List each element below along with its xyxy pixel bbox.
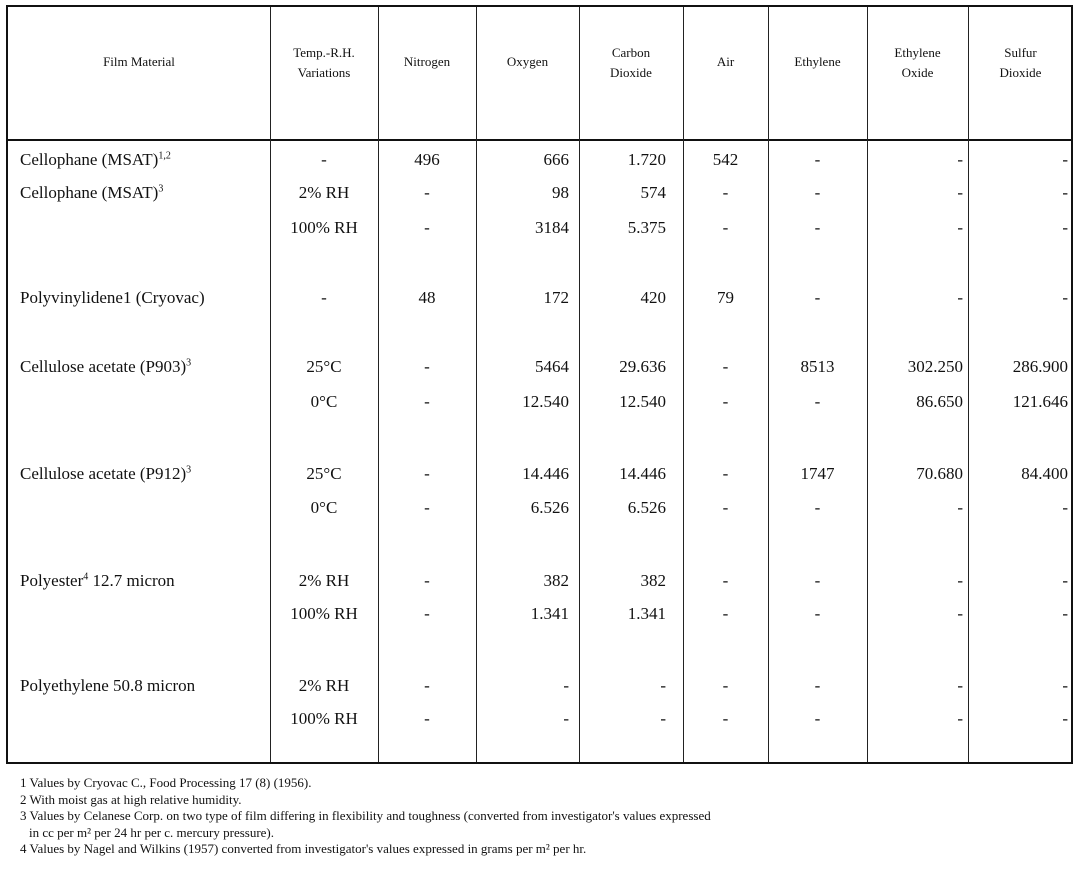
cell-air: - xyxy=(722,498,729,517)
footnote-ref: 1,2 xyxy=(158,150,171,162)
header-so2-line1: Sulfur xyxy=(1004,45,1037,60)
footnote-4: 4 Values by Nagel and Wilkins (1957) converted from investigator's values expressed in grams per m² per hr. xyxy=(20,841,587,856)
header-co2-line2: Dioxide xyxy=(610,65,652,80)
cell-eo: 70.680 xyxy=(916,464,963,483)
footnote-ref: 3 xyxy=(186,357,192,369)
cell-o2: - xyxy=(563,676,569,695)
cell-n2: 48 xyxy=(418,288,436,307)
cell-film-material xyxy=(20,288,205,308)
cell-co2: 1.720 xyxy=(627,150,666,169)
footnote-3-continued: in cc per m² per 24 hr per c. mercury pressure). xyxy=(29,824,275,840)
cell-cond: 0°C xyxy=(310,392,338,411)
cell-co2: 1.341 xyxy=(627,604,666,623)
permeability-table xyxy=(6,5,1073,764)
cell-o2: - xyxy=(563,709,569,728)
cell-co2: 12.540 xyxy=(619,392,666,411)
cell-air: - xyxy=(722,183,729,202)
column-divider xyxy=(768,7,769,762)
cell-eo: - xyxy=(957,183,963,202)
header-nitrogen: Nitrogen xyxy=(403,54,451,69)
cell-eth: - xyxy=(814,392,821,411)
cell-co2: 574 xyxy=(640,183,666,202)
header-temp-rh-line1: Temp.-R.H. xyxy=(293,45,355,60)
cell-eo: 302.250 xyxy=(907,357,963,376)
cell-n2: - xyxy=(424,604,430,623)
cell-cond: - xyxy=(321,150,327,169)
cell-film-material xyxy=(20,676,195,696)
header-temp-rh xyxy=(270,43,378,83)
cell-eo: - xyxy=(957,604,963,623)
cell-air: 79 xyxy=(717,288,734,307)
cell-cond: 100% RH xyxy=(290,604,358,623)
cell-o2: 382 xyxy=(543,571,569,590)
cell-co2: 6.526 xyxy=(627,498,666,517)
cell-n2: - xyxy=(424,464,430,483)
cell-eo: - xyxy=(957,498,963,517)
cell-eo: - xyxy=(957,676,963,695)
header-temp-rh-line2: Variations xyxy=(297,65,351,80)
cell-n2: - xyxy=(424,183,430,202)
footnote-ref: 3 xyxy=(158,183,164,195)
footnotes xyxy=(20,775,1060,858)
cell-film-material xyxy=(20,464,191,484)
material-spec: 12.7 micron xyxy=(88,571,175,590)
cell-eth: - xyxy=(814,676,821,695)
cell-n2: - xyxy=(424,498,430,517)
material-name: Cellophane (MSAT) xyxy=(20,150,159,169)
cell-n2: - xyxy=(424,571,430,590)
column-divider xyxy=(867,7,868,762)
cell-eth: - xyxy=(814,709,821,728)
cell-so2: 121.646 xyxy=(1012,392,1068,411)
cell-cond: 0°C xyxy=(310,498,338,517)
cell-so2: - xyxy=(1062,150,1068,169)
cell-co2: - xyxy=(660,709,666,728)
material-name: Polyester xyxy=(20,571,84,590)
cell-air: 542 xyxy=(712,150,739,169)
cell-cond: 2% RH xyxy=(298,571,350,590)
cell-eth: - xyxy=(814,183,821,202)
header-eo-line1: Ethylene xyxy=(894,45,941,60)
material-name: Cellulose acetate (P903) xyxy=(20,357,187,376)
cell-cond: 100% RH xyxy=(290,709,358,728)
cell-co2: 14.446 xyxy=(619,464,666,483)
cell-air: - xyxy=(722,357,729,376)
cell-air: - xyxy=(722,676,729,695)
column-divider xyxy=(270,7,271,762)
column-divider xyxy=(968,7,969,762)
cell-so2: - xyxy=(1062,604,1068,623)
column-divider xyxy=(378,7,379,762)
cell-eth: - xyxy=(814,571,821,590)
cell-cond: 2% RH xyxy=(298,676,350,695)
column-divider xyxy=(579,7,580,762)
cell-cond: 25°C xyxy=(306,357,342,376)
header-co2-line1: Carbon xyxy=(611,45,651,60)
header-so2-line2: Dioxide xyxy=(999,65,1042,80)
cell-co2: 382 xyxy=(640,571,666,590)
cell-so2: - xyxy=(1062,183,1068,202)
header-sulfur-dioxide xyxy=(968,43,1073,83)
cell-so2: - xyxy=(1062,676,1068,695)
cell-eth: - xyxy=(814,498,821,517)
header-film-material: Film Material xyxy=(103,54,175,69)
cell-cond: 100% RH xyxy=(290,218,358,237)
cell-film-material xyxy=(20,183,163,203)
material-name: Cellulose acetate (P912) xyxy=(20,464,187,483)
footnote-ref: 4 xyxy=(83,571,89,583)
cell-o2: 98 xyxy=(552,183,569,202)
cell-n2: - xyxy=(424,709,430,728)
cell-o2: 3184 xyxy=(535,218,569,237)
cell-film-material xyxy=(20,150,171,170)
column-divider xyxy=(476,7,477,762)
cell-air: - xyxy=(722,571,729,590)
column-divider xyxy=(683,7,684,762)
cell-n2: - xyxy=(424,676,430,695)
cell-eth: 8513 xyxy=(800,357,835,376)
cell-o2: 666 xyxy=(543,150,569,169)
cell-air: - xyxy=(722,218,729,237)
cell-o2: 5464 xyxy=(535,357,569,376)
header-eo-line2: Oxide xyxy=(901,65,934,80)
cell-n2: - xyxy=(424,392,430,411)
cell-eth: - xyxy=(814,288,821,307)
footnote-2: 2 With moist gas at high relative humidity. xyxy=(20,791,242,807)
footnote-1: 1 Values by Cryovac C., Food Processing 17 (8) (1956). xyxy=(20,775,312,790)
cell-eth: 1747 xyxy=(800,464,835,483)
header-oxygen: Oxygen xyxy=(506,54,549,69)
cell-eth: - xyxy=(814,604,821,623)
cell-so2: - xyxy=(1062,571,1068,590)
cell-so2: 84.400 xyxy=(1021,464,1068,483)
cell-eth: - xyxy=(814,218,821,237)
footnote-3: 3 Values by Celanese Corp. on two type of film differing in flexibility and toughness (converted from investigator's values expressed xyxy=(20,808,711,823)
cell-co2: 29.636 xyxy=(619,357,666,376)
cell-film-material xyxy=(20,571,175,591)
cell-cond: 2% RH xyxy=(298,183,350,202)
cell-o2: 6.526 xyxy=(530,498,569,517)
cell-o2: 1.341 xyxy=(530,604,569,623)
material-name: Cellophane (MSAT) xyxy=(20,183,159,202)
cell-o2: 172 xyxy=(543,288,569,307)
cell-film-material xyxy=(20,357,191,377)
header-ethylene-oxide xyxy=(867,43,968,83)
cell-eo: - xyxy=(957,218,963,237)
cell-air: - xyxy=(722,604,729,623)
cell-eo: 86.650 xyxy=(916,392,963,411)
cell-n2: - xyxy=(424,218,430,237)
header-ethylene: Ethylene xyxy=(794,54,841,69)
cell-eo: - xyxy=(957,150,963,169)
cell-so2: 286.900 xyxy=(1012,357,1068,376)
cell-co2: 420 xyxy=(640,288,666,307)
cell-co2: 5.375 xyxy=(627,218,666,237)
cell-cond: - xyxy=(321,288,327,307)
cell-so2: - xyxy=(1062,288,1068,307)
cell-eo: - xyxy=(957,709,963,728)
cell-n2: 496 xyxy=(414,150,440,169)
cell-so2: - xyxy=(1062,709,1068,728)
material-name: Polyvinylidene1 (Cryovac) xyxy=(20,288,205,307)
cell-co2: - xyxy=(660,676,666,695)
cell-cond: 25°C xyxy=(306,464,342,483)
header-carbon-dioxide xyxy=(579,43,683,83)
cell-eo: - xyxy=(957,288,963,307)
cell-o2: 14.446 xyxy=(522,464,569,483)
cell-air: - xyxy=(722,709,729,728)
cell-so2: - xyxy=(1062,218,1068,237)
footnote-ref: 3 xyxy=(186,464,192,476)
cell-n2: - xyxy=(424,357,430,376)
cell-eth: - xyxy=(814,150,821,169)
cell-so2: - xyxy=(1062,498,1068,517)
cell-o2: 12.540 xyxy=(522,392,569,411)
material-name: Polyethylene 50.8 micron xyxy=(20,676,196,695)
cell-air: - xyxy=(722,392,729,411)
header-air: Air xyxy=(716,54,735,69)
cell-air: - xyxy=(722,464,729,483)
cell-eo: - xyxy=(957,571,963,590)
